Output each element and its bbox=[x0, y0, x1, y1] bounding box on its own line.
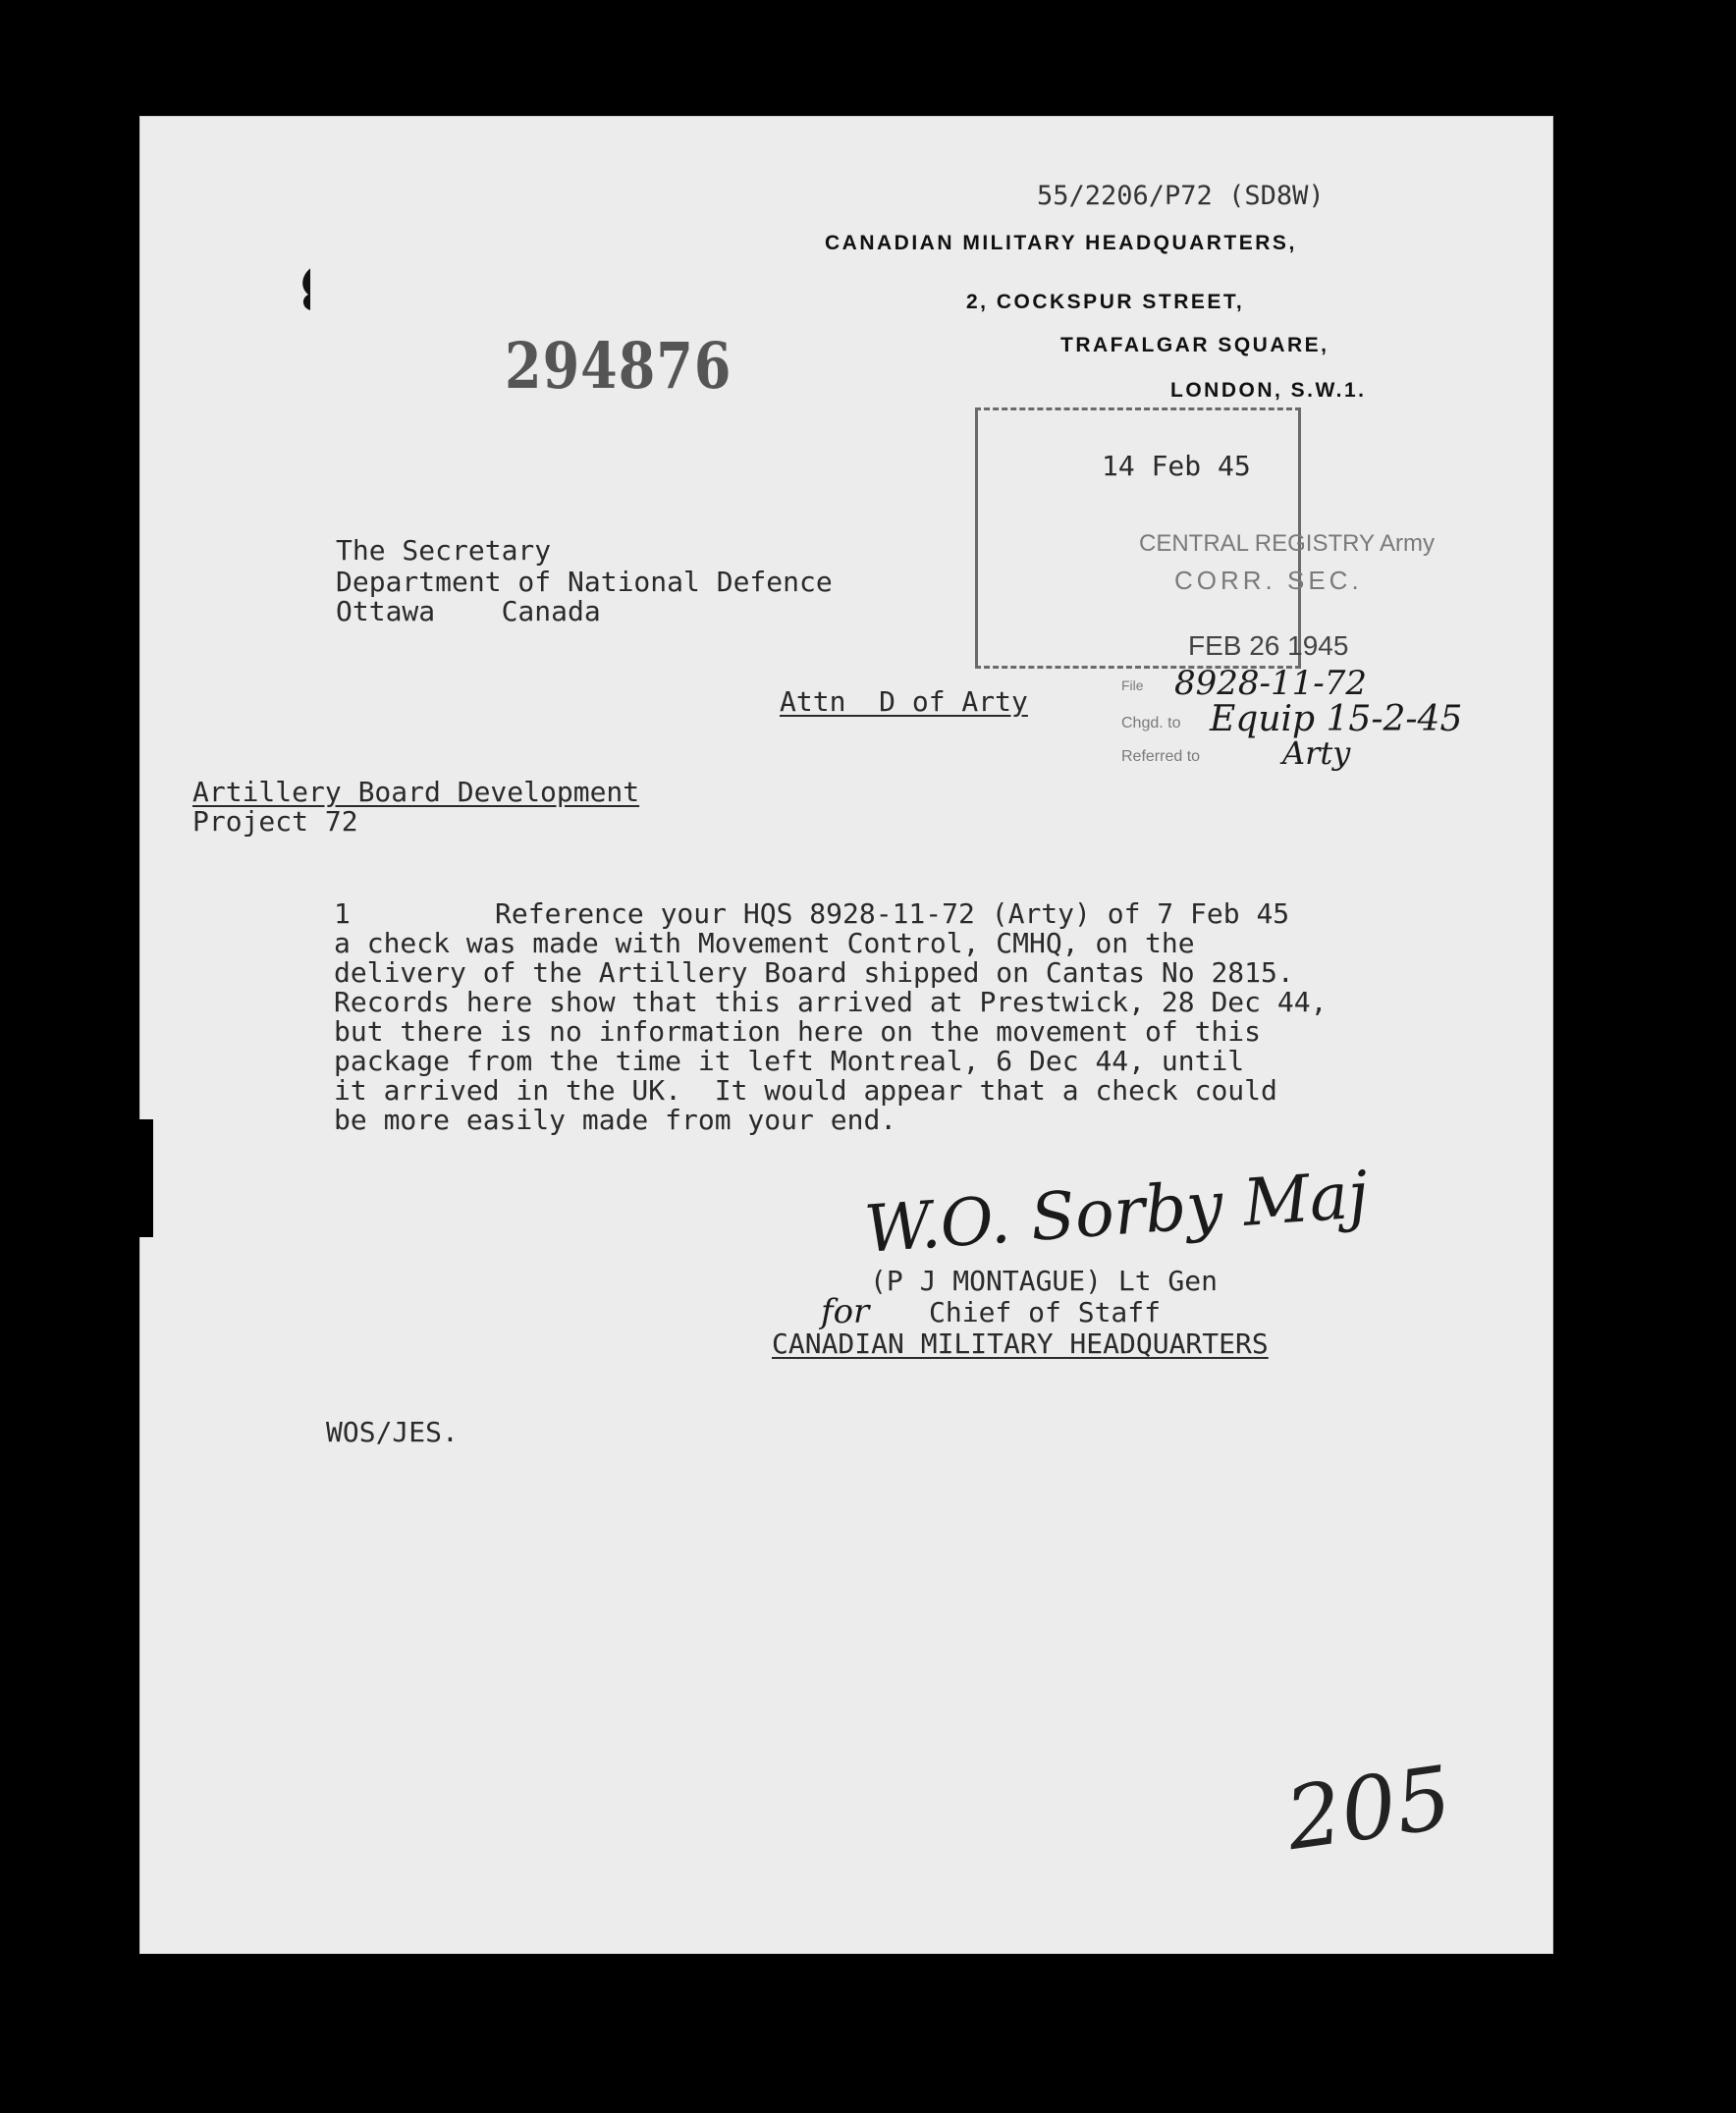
body-line: but there is no information here on the movement of this bbox=[334, 1015, 1262, 1048]
typist-initials: WOS/JES. bbox=[326, 1416, 459, 1448]
letterhead-org: CANADIAN MILITARY HEADQUARTERS, bbox=[825, 232, 1297, 254]
recipient-line1: The Secretary bbox=[336, 534, 552, 567]
stamp-date: FEB 26 1945 bbox=[1188, 630, 1349, 661]
page-notch bbox=[130, 1119, 153, 1237]
signature-name: (P J MONTAGUE) Lt Gen bbox=[870, 1265, 1219, 1297]
body-line: delivery of the Artillery Board shipped on Cantas No 2815. bbox=[334, 956, 1294, 989]
subject-line1: Artillery Board Development bbox=[192, 776, 640, 808]
stamp-referred-value: Arty bbox=[1282, 734, 1351, 772]
file-reference: 55/2206/P72 (SD8W) bbox=[1037, 181, 1325, 211]
stamp-chgd-label: Chgd. to bbox=[1121, 715, 1181, 731]
body-line: package from the time it left Montreal, 6 Dec 44, until bbox=[334, 1045, 1245, 1077]
recipient-line2: Department of National Defence bbox=[336, 566, 833, 598]
attention-line: Attn D of Arty bbox=[780, 685, 1028, 718]
signature-title: Chief of Staff bbox=[929, 1296, 1162, 1328]
coat-of-arms-crest bbox=[136, 79, 310, 393]
subject-line2: Project 72 bbox=[192, 805, 358, 838]
stamp-line1: CENTRAL REGISTRY Army bbox=[1139, 530, 1435, 557]
paragraph-number: 1 bbox=[334, 897, 351, 930]
body-line: Records here show that this arrived at Prestwick, 28 Dec 44, bbox=[334, 986, 1328, 1018]
letterhead-square: TRAFALGAR SQUARE, bbox=[1060, 334, 1329, 356]
stamp-line2: CORR. SEC. bbox=[1174, 566, 1363, 595]
recipient-line3: Ottawa Canada bbox=[336, 595, 601, 627]
letter-date: 14 Feb 45 bbox=[1102, 450, 1251, 482]
stamp-chgd-value: Equip 15-2-45 bbox=[1210, 699, 1463, 739]
handwritten-page-number: 205 bbox=[1279, 1746, 1458, 1870]
stamped-number: 294876 bbox=[505, 327, 732, 404]
letterhead-city: LONDON, S.W.1. bbox=[1170, 379, 1367, 402]
signature-for: for bbox=[821, 1292, 870, 1331]
body-line: it arrived in the UK. It would appear that a check could bbox=[334, 1074, 1277, 1107]
body-line: a check was made with Movement Control, CMHQ, on the bbox=[334, 927, 1195, 959]
handwritten-signature: W.O. Sorby Maj bbox=[861, 1157, 1371, 1268]
stamp-file-label: File bbox=[1121, 677, 1144, 693]
stamp-file-value: 8928-11-72 bbox=[1174, 664, 1368, 703]
signature-org: CANADIAN MILITARY HEADQUARTERS bbox=[772, 1327, 1269, 1360]
body-line: be more easily made from your end. bbox=[334, 1104, 897, 1136]
body-line: Reference your HQS 8928-11-72 (Arty) of 7 Feb 45 bbox=[495, 897, 1290, 930]
letterhead-street: 2, COCKSPUR STREET, bbox=[966, 291, 1245, 313]
stamp-referred-label: Referred to bbox=[1121, 748, 1201, 765]
